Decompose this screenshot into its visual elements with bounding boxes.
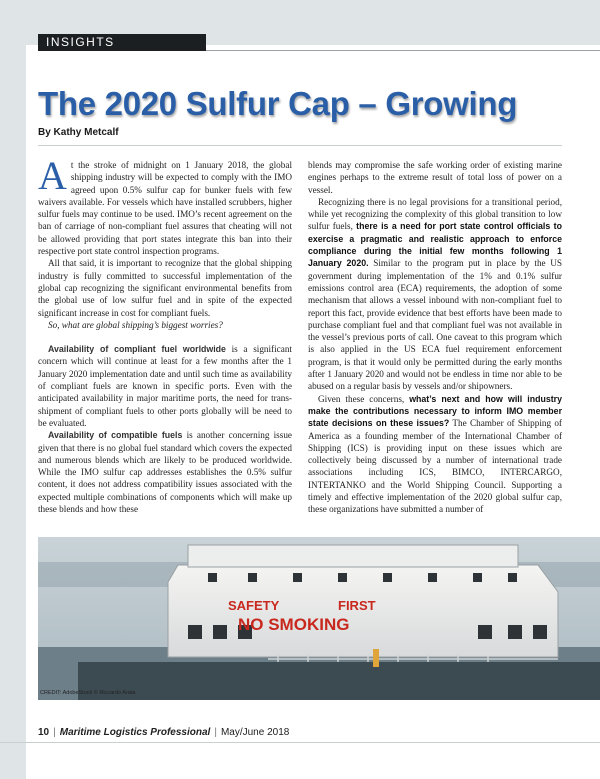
paragraph-text: t the stroke of midnight on 1 January 2018, the global shipping industry will be expected to comply with the IMO agreed upon 0.5% sulfur cap for bunker fuels with few waivers available. For vessels which have installed scrubbers, higher sulfur fuels may continue to be used. IMO’s recent agreement on the ban of carriage of non-compliant fuel assures that cheating will not be allowed providing that port states integrate this ban into their respective port state control inspection programs. xyxy=(38,160,292,257)
paragraph xyxy=(308,393,562,516)
paragraph xyxy=(308,196,562,393)
paragraph-text: Recognizing there is no legal provisions for a transitional period, while yet recognizing the complexity of this global transition to low sulfur fuels, xyxy=(308,196,562,232)
footer-separator: | xyxy=(53,727,56,738)
paragraph xyxy=(38,429,292,515)
subhead-compatible-fuels: Availability of compatible fuels xyxy=(48,430,183,441)
paragraph-text: Given these concerns, xyxy=(318,393,410,404)
left-text-column xyxy=(38,153,292,515)
sign-no-smoking: NO SMOKING xyxy=(238,615,350,634)
section-rule xyxy=(206,50,600,51)
hull-lower xyxy=(78,662,600,700)
sign-safety: SAFETY xyxy=(228,598,280,613)
paragraph-question: So, what are global shipping’s biggest worries? xyxy=(48,319,223,330)
paragraph-text: is a significant concern which will continue at least for a few months after the 1 January 2020 implementation date and until such time as availability of compliant fuels are known in specific ports. Even with the anticipated availability in major maritime ports, the need for trans-shipment of compliant fuels to other ports globally will be need to be evaluated. xyxy=(38,344,292,428)
page-footer xyxy=(38,727,289,738)
paragraph-gap xyxy=(38,331,292,343)
right-text-column xyxy=(308,159,562,516)
subhead-fuel-worldwide: Availability of compliant fuel worldwide xyxy=(48,344,226,355)
paragraph: All that said, it is important to recognize that the global shipping industry is fully committed to successful implementation of the global cap recognizing the significant environmental benefits from the global use of low sulfur fuel and in spite of the expected significant increase in cost for compliant fuels. xyxy=(38,258,292,318)
highlight-text: what’s next and how will industry make the contributions necessary to inform IMO member state decisions on these issues? xyxy=(308,393,562,429)
tanker-photo xyxy=(38,537,600,700)
crew-member xyxy=(373,649,379,667)
footer-separator: | xyxy=(214,727,217,738)
paragraph xyxy=(38,153,292,257)
article-title: The 2020 Sulfur Cap – Growing xyxy=(38,85,518,122)
paragraph-text: Similar to the program put in place by the US government during implementation of the 1% and 0.1% sulfur emissions control area (ECA) requirements, the adoption of some mechanism that allows a vessel inbound with non-compliant fuel to report this fact, provide evidence that best efforts have been made to purchase compliant fuel and that compliant fuel was not available in the vessel’s previous ports of call. One caveat to this program which is also applied in the US ECA fuel requirement enforcement program, is that it would only be permitted during the early months after 1 January 2020 and would not be endless in time nor able to be abused on a regular basis by vessels and/or shipowners. xyxy=(308,258,563,392)
paragraph: blends may compromise the safe working order of existing marine engines perhaps to the extreme result of total loss of power on a vessel. xyxy=(308,160,562,195)
byline: By Kathy Metcalf xyxy=(38,127,119,138)
tanker-illustration xyxy=(38,537,600,700)
upper-deck xyxy=(188,545,518,567)
magazine-name: Maritime Logistics Professional xyxy=(59,727,211,738)
section-label: INSIGHTS xyxy=(38,34,206,51)
footer-rule xyxy=(0,742,600,743)
paragraph-text: The Chamber of Shipping of America as a founding member of the International Chamber of Shipping (ICS) is providing input on these issues which are collectively being discussed by a number of international trade associations including ICS, BIMCO, INTERCARGO, INTERTANKO and the World Shipping Council. Supporting a timely and effective implementation of the 2020 global sulfur cap, these organizations have submitted a number of xyxy=(308,418,562,515)
left-margin-strip xyxy=(0,0,26,779)
byline-divider xyxy=(38,145,562,146)
page-number: 10 xyxy=(38,727,50,738)
photo-credit: CREDIT: AdobeStock © Riccardo Arata xyxy=(40,690,136,696)
sign-first: FIRST xyxy=(338,598,376,613)
highlight-text: there is a need for port state control officials to exercise a pragmatic and realistic approach to enforce compliance during the initial few months following 1 January 2020. xyxy=(308,221,562,269)
paragraph xyxy=(38,343,292,429)
issue-date: May/June 2018 xyxy=(220,727,290,738)
drop-cap: A xyxy=(38,153,67,198)
paragraph-text: is another concerning issue given that there is no global fuel standard which covers the expected and numerous blends which are likely to be produced worldwide. While the IMO sulfur cap addresses establishes the 0.5% sulfur content, it does not address compatibility issues associated with the expected multiple combinations of components which will make up these blends and how these xyxy=(38,430,292,515)
